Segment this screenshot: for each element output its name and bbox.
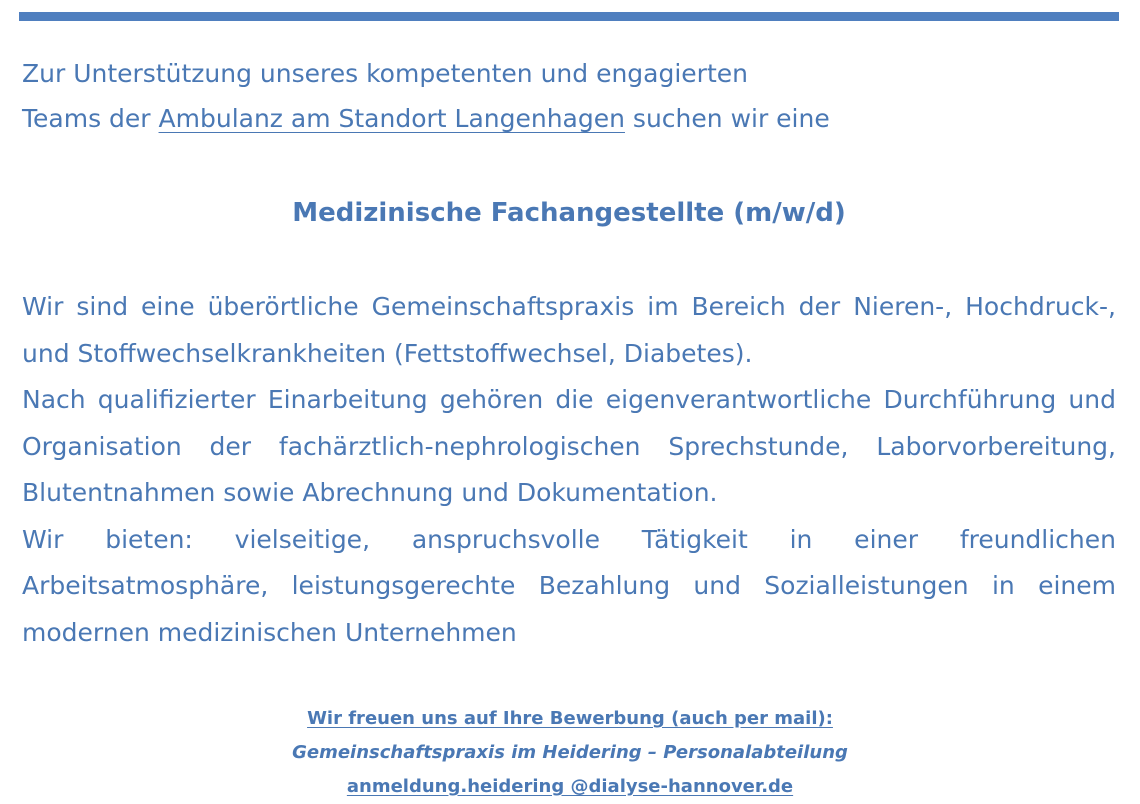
- intro-line-2-suffix: suchen wir eine: [624, 104, 830, 133]
- intro-line-2-prefix: Teams der: [22, 104, 159, 133]
- contact-footer: [0, 702, 1140, 804]
- location-link[interactable]: Ambulanz am Standort Langenhagen: [158, 104, 625, 133]
- paragraph-practice: Wir sind eine überörtliche Gemeinschaftspraxis im Bereich der Nieren-, Hochdruck-, und Stoffwechselkrankheiten (Fettstoffwechsel, Diabetes).: [22, 292, 1116, 368]
- email-link[interactable]: anmeldung.heidering @dialyse-hannover.de: [346, 776, 794, 797]
- intro-line-2: [22, 96, 1116, 141]
- intro-text: [22, 51, 1116, 141]
- paragraph-offer: Wir bieten: vielseitige, anspruchsvolle Tätigkeit in einer freundlichen Arbeitsatmosphäre, leistungsgerechte Bezahlung und Sozialleistungen in einem modernen medizinischen Unternehmen: [22, 524, 1116, 647]
- top-divider-rule: [19, 12, 1119, 21]
- organization-name: Gemeinschaftspraxis im Heidering – Personalabteilung: [292, 742, 848, 763]
- paragraph-duties: Nach qualifizierter Einarbeitung gehören die eigenverantwortliche Durchführung und Organisation der fachärztlich-nephrologischen Sprechstunde, Laborvorbereitung, Blutentnahmen sowie Abrechnung und Dokumentation.: [22, 385, 1116, 507]
- application-note: Wir freuen uns auf Ihre Bewerbung (auch per mail):: [307, 708, 833, 729]
- job-title: Medizinische Fachangestellte (m/w/d): [292, 198, 846, 228]
- job-posting: [22, 51, 1116, 647]
- intro-line-1: Zur Unterstützung unseres kompetenten und engagierten: [22, 59, 748, 88]
- job-description: [22, 284, 1116, 656]
